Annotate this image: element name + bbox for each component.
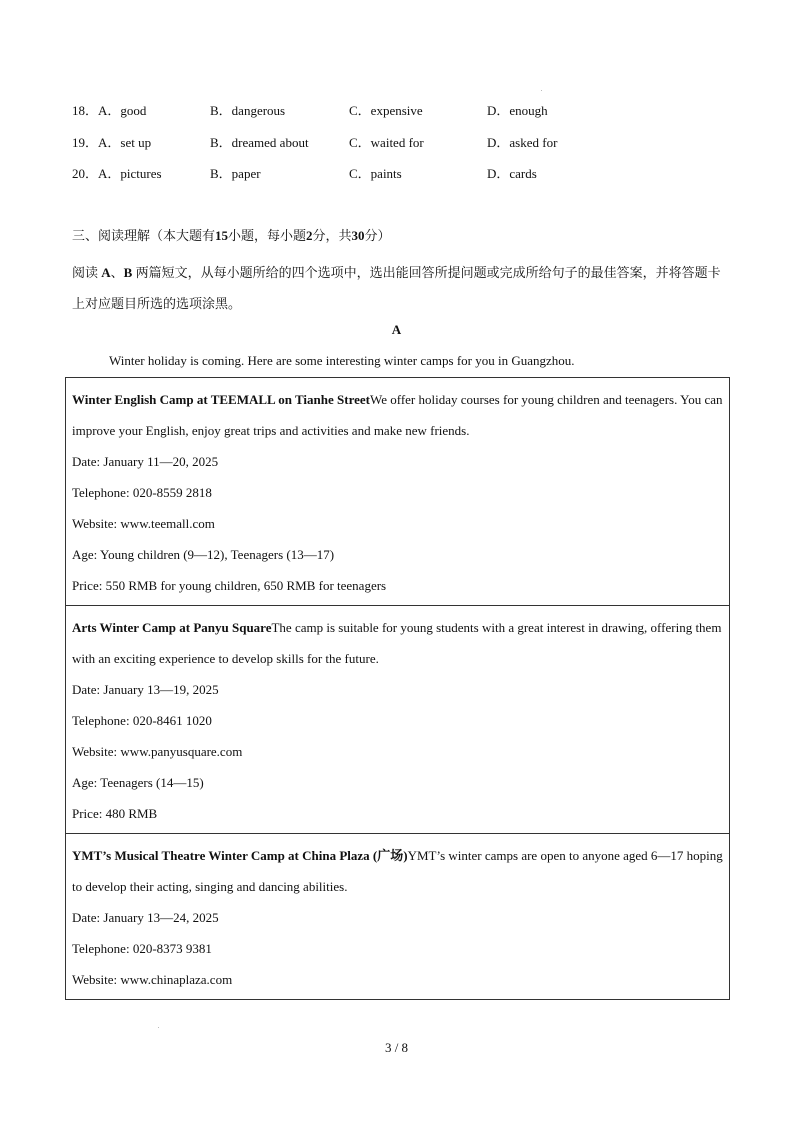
question-number: 19． (72, 134, 99, 150)
camp-entry (66, 833, 729, 999)
question-number: 20． (72, 166, 99, 181)
option-d: D．enough (487, 103, 548, 118)
question-number: 18． (72, 103, 99, 118)
section-title-text: 分，共 (312, 228, 352, 243)
question-row (72, 164, 732, 196)
total-points: 30 (351, 228, 365, 243)
option-a (72, 164, 162, 184)
camp-website: Website: www.panyusquare.com (72, 744, 243, 759)
option-c: C．expensive (349, 103, 423, 118)
camp-name: Arts Winter Camp at Panyu Square (72, 620, 272, 635)
camp-description: We offer holiday courses for young children and teenagers. You can improve your English, enjoy great trips and activities and make new friends. (72, 392, 723, 438)
passage-a-ref: A (101, 265, 111, 280)
instruction-text: 两篇短文，从每小题所给的四个选项中，选出能回答所提问题或完成所给句子的最佳答案，并将答题卡上对应题目所选的选项涂黑。 (72, 265, 721, 311)
camp-website: Website: www.chinaplaza.com (72, 972, 233, 987)
camp-entry (66, 605, 729, 833)
section-instructions (72, 257, 724, 319)
section-title (72, 226, 391, 246)
camps-table (65, 377, 730, 1000)
camp-description: The camp is suitable for young students with a great interest in drawing, offering them with an exciting experience to develop skills for the future. (72, 620, 722, 666)
question-row (72, 133, 732, 165)
passage-b-ref: B (123, 265, 133, 280)
camp-name: Winter English Camp at TEEMALL on Tianhe Street (72, 392, 370, 407)
passage-label: A (391, 322, 402, 337)
camp-heading (72, 612, 723, 674)
camp-heading (72, 384, 723, 446)
option-d: D．cards (487, 166, 537, 181)
instruction-text: 阅读 (72, 265, 99, 280)
camp-heading (72, 840, 723, 902)
camp-telephone: Telephone: 020-8373 9381 (72, 941, 212, 956)
camp-date: Date: January 11—20, 2025 (72, 454, 219, 469)
points-per-question: 2 (306, 228, 313, 243)
scan-speck (541, 90, 542, 91)
section-title-text: 分） (364, 228, 391, 243)
camp-price: Price: 550 RMB for young children, 650 RMB for teenagers (72, 578, 387, 593)
page-number: 3 / 8 (384, 1040, 409, 1055)
camp-age: Age: Young children (9—12), Teenagers (13—17) (72, 547, 335, 562)
camp-entry (66, 378, 729, 605)
option-b: B．dreamed about (210, 134, 309, 150)
section-title-text: 小题，每小题 (228, 228, 307, 243)
question-row (72, 101, 732, 133)
camp-telephone: Telephone: 020-8559 2818 (72, 485, 212, 500)
option-text: A．good (98, 103, 147, 118)
section-title-text: 三、阅读理解（本大题有 (72, 228, 216, 243)
option-d: D．asked for (487, 134, 558, 150)
instruction-text: 、 (110, 265, 124, 280)
option-c: C．paints (349, 166, 402, 181)
scan-speck (158, 1027, 159, 1028)
passage-intro: Winter holiday is coming. Here are some interesting winter camps for you in Guangzhou. (109, 353, 575, 368)
camp-age: Age: Teenagers (14—15) (72, 775, 204, 790)
camp-name: YMT’s Musical Theatre Winter Camp at China Plaza (广场) (72, 848, 408, 863)
option-b: B．paper (210, 166, 261, 181)
option-text: A．set up (98, 134, 152, 150)
question-count: 15 (215, 228, 229, 243)
camp-date: Date: January 13—24, 2025 (72, 910, 219, 925)
camp-description: YMT’s winter camps are open to anyone aged 6—17 hoping to develop their acting, singing and dancing abilities. (72, 848, 723, 894)
option-text: A．pictures (98, 166, 162, 181)
camp-date: Date: January 13—19, 2025 (72, 682, 219, 697)
camp-price: Price: 480 RMB (72, 806, 158, 821)
option-b: B．dangerous (210, 103, 286, 118)
option-a (72, 101, 146, 121)
option-a (72, 133, 151, 153)
answer-options (72, 101, 732, 196)
option-c: C．waited for (349, 134, 424, 150)
camp-website: Website: www.teemall.com (72, 516, 215, 531)
camp-telephone: Telephone: 020-8461 1020 (72, 713, 212, 728)
